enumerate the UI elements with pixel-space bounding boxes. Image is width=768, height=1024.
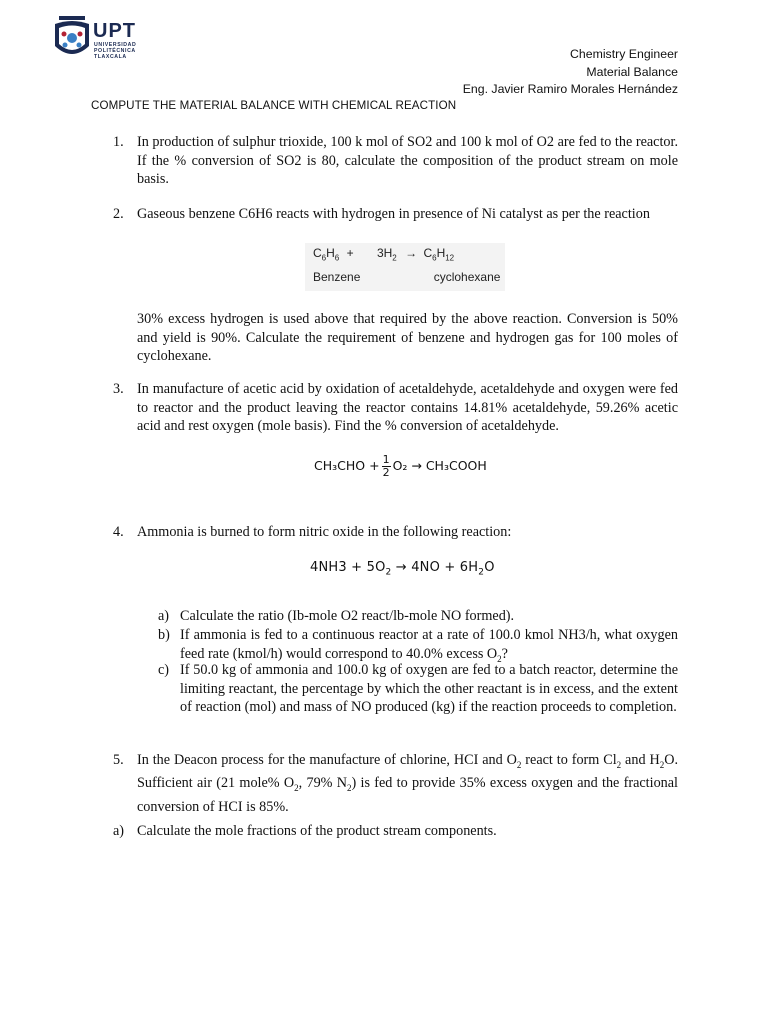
header-program: Chemistry Engineer [570, 47, 678, 61]
problem-number: 4. [113, 524, 124, 540]
logo-subtitle [94, 43, 136, 60]
part-label: a) [158, 608, 170, 624]
problem-text: Ammonia is burned to form nitric oxide in the following reaction: [137, 524, 512, 540]
text-run: ) is fed to provide 35% excess oxygen and the fractional conversion of HCI is 85%. [137, 775, 678, 815]
header-course: Material Balance [586, 64, 678, 79]
eq-text: H [436, 246, 446, 260]
text-run: , 79% N [298, 775, 348, 792]
benzene-equation-formula [313, 246, 454, 262]
eq-sub: 2 [478, 567, 485, 578]
text-run: In the Deacon process for the manufacture of chlorine, HCI and O [137, 752, 517, 768]
problem-text: Gaseous benzene C6H6 reacts with hydrogen in presence of Ni catalyst as per the reaction [137, 206, 650, 222]
part-label: b) [158, 627, 170, 643]
subscript: 2 [294, 783, 299, 794]
part-text: Calculate the mole fractions of the product stream components. [137, 823, 497, 839]
eq-text: 4NH3 + 5O [310, 560, 386, 575]
problem-number: 5. [113, 752, 124, 768]
eq-text: → 4NO + 6H [391, 560, 479, 575]
subscript: 2 [616, 759, 622, 770]
arrow-icon: → [405, 246, 418, 260]
problem-4-part-c [158, 661, 678, 717]
benzene-equation-labels [313, 270, 500, 284]
text-run: and H [621, 752, 660, 768]
eq-sub: 6 [321, 253, 327, 263]
eq-text: CH₃CHO + [314, 458, 380, 473]
eq-text: O [484, 560, 495, 575]
eq-sub: 2 [392, 253, 397, 263]
subscript: 2 [659, 759, 665, 770]
document-title: COMPUTE THE MATERIAL BALANCE WITH CHEMICAL REACTION [91, 99, 457, 112]
eq-text: C [423, 246, 433, 260]
eq-sub: 6 [432, 253, 437, 263]
fraction-numerator: 1 [382, 453, 390, 466]
eq-text: O₂ → CH₃COOH [392, 458, 487, 473]
logo-name: UPT [93, 20, 136, 42]
problem-number: 1. [113, 134, 124, 150]
eq-text: C [313, 246, 322, 260]
part-text-run: ? [501, 645, 508, 662]
eq-sub: 12 [445, 253, 455, 263]
problem-text: In production of sulphur trioxide, 100 k mol of SO2 and 100 k mol of O2 are fed to the reactor. If the % conversion of SO2 is 80, calculate the composition of the product stream on mole basis. [137, 134, 678, 188]
problem-1 [113, 133, 678, 189]
problem-5-part-a [113, 822, 678, 841]
upt-emblem-icon [53, 16, 91, 62]
subscript: 2 [516, 759, 522, 770]
problem-4 [113, 523, 678, 542]
logo-subtitle-line: TLAXCALA [94, 53, 127, 60]
problem-3 [113, 380, 678, 436]
problem-2-continuation [113, 310, 678, 366]
subscript: 2 [497, 653, 502, 664]
part-text: If 50.0 kg of ammonia and 100.0 kg of oxygen are fed to a batch reactor, determine the limiting reactant, the percentage by which the other reactant is in excess, and the extent of reaction (mol) and mass of NO produced (kg) if the reaction proceeds to completion. [180, 662, 678, 716]
fraction-denominator: 2 [382, 466, 390, 479]
problem-number: 3. [113, 381, 124, 397]
text-run: react to form Cl [521, 752, 617, 768]
eq-sub: 6 [334, 253, 340, 263]
problem-text: In manufacture of acetic acid by oxidation of acetaldehyde, acetaldehyde and oxygen were fed to reactor and the product leaving the reactor contains 14.81% acetaldehyde, 59.26% acetic acid and rest oxygen (mole basis). Find the % conversion of acetaldehyde. [137, 381, 678, 435]
label-benzene: Benzene [313, 270, 361, 284]
logo-subtitle-line: POLITÉCNICA [94, 47, 136, 54]
problem-text [137, 751, 678, 816]
university-logo [53, 16, 178, 62]
eq-text: 3H [376, 246, 393, 260]
eq-sub: 2 [385, 567, 392, 578]
part-text: Calculate the ratio (Ib-mole O2 react/lb-mole NO formed). [180, 608, 515, 624]
problem-2 [113, 205, 678, 224]
problem-text: 30% excess hydrogen is used above that required by the above reaction. Conversion is 50% and yield is 90%. Calculate the requirement of benzene and hydrogen gas for 100 moles of cyclohexane. [137, 311, 678, 365]
part-label: a) [113, 823, 125, 839]
text-run: O. Sufficient air (21 mole% O [137, 752, 679, 792]
part-label: c) [158, 662, 170, 678]
ammonia-equation [310, 560, 495, 578]
problem-4-part-a [158, 607, 678, 626]
problem-5 [113, 751, 678, 816]
label-cyclohexane: cyclohexane [433, 270, 501, 284]
benzene-reaction-equation [305, 243, 505, 291]
header-instructor: Eng. Javier Ramiro Morales Hernández [462, 82, 678, 97]
eq-plus: + [346, 246, 354, 260]
problem-number: 2. [113, 206, 124, 222]
eq-text: H [326, 246, 335, 260]
fraction-one-half [382, 454, 391, 479]
part-text-run: If ammonia is fed to a continuous reactor at a rate of 100.0 kmol NH3/h, what oxygen feed rate (kmol/h) would correspond to 40.0% excess O [180, 627, 678, 662]
logo-subtitle-line: UNIVERSIDAD [94, 42, 137, 48]
acetic-acid-equation [314, 454, 487, 479]
course-header [463, 46, 678, 99]
subscript: 2 [347, 783, 352, 794]
